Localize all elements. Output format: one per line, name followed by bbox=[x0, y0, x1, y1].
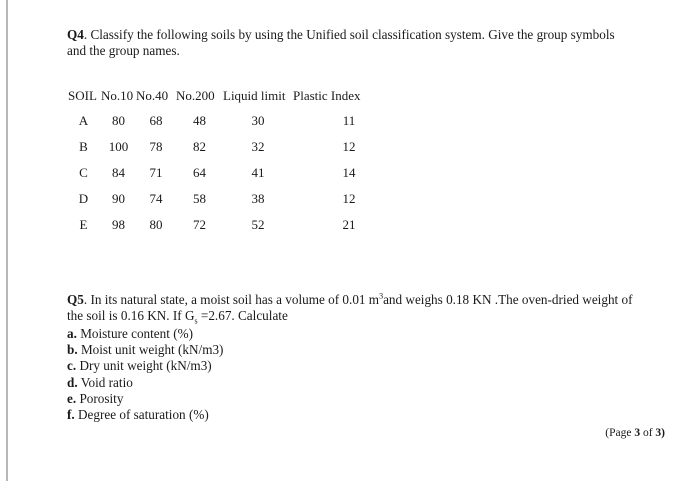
soil-label: D bbox=[78, 191, 89, 206]
item-letter: b. bbox=[67, 342, 78, 358]
soil-label: C bbox=[79, 165, 88, 180]
table-row bbox=[66, 104, 405, 134]
item-letter: f. bbox=[67, 407, 75, 423]
question-4 bbox=[67, 27, 627, 59]
cell-liquid-limit: 38 bbox=[251, 191, 265, 206]
item-text: Moist unit weight (kN/m3) bbox=[77, 342, 224, 358]
cell-liquid-limit: 32 bbox=[251, 139, 265, 154]
list-item bbox=[67, 358, 637, 374]
question-5-text-part1: . In its natural state, a moist soil has a volume of 0.01 m bbox=[83, 292, 380, 307]
soil-label: E bbox=[79, 217, 88, 232]
item-text: Dry unit weight (kN/m3) bbox=[76, 358, 212, 374]
cell-no200: 72 bbox=[193, 217, 206, 232]
cell-no10: 90 bbox=[112, 191, 125, 206]
list-item bbox=[67, 391, 637, 407]
cubic-superscript: 3 bbox=[379, 291, 384, 301]
header-plastic-index: Plastic Index bbox=[293, 88, 361, 103]
page-number bbox=[605, 427, 665, 439]
page-number-open: (Page bbox=[605, 427, 635, 439]
question-5-number: Q5 bbox=[67, 292, 84, 307]
cell-plastic-index: 12 bbox=[342, 139, 356, 154]
question-4-number: Q4 bbox=[67, 27, 84, 42]
item-letter: a. bbox=[67, 326, 77, 341]
question-5-text-part3: =2.67. Calculate bbox=[197, 308, 288, 323]
item-letter: e. bbox=[67, 390, 77, 406]
cell-no40: 68 bbox=[149, 113, 163, 128]
cell-no40: 71 bbox=[149, 165, 163, 180]
soil-label: B bbox=[79, 139, 88, 154]
question-5-text-part2: and weighs 0.18 KN .The oven-dried weight of the soil is 0.16 KN. If G bbox=[67, 292, 633, 323]
question-4-text: . Classify the following soils by using the Unified soil classification system. Give the group symbols and the group names. bbox=[67, 27, 615, 58]
item-letter: c. bbox=[67, 358, 77, 374]
question-5 bbox=[67, 292, 637, 423]
page-number-of: of bbox=[640, 427, 656, 439]
item-letter: d. bbox=[67, 374, 78, 390]
calculation-list bbox=[67, 326, 637, 423]
list-item bbox=[67, 407, 637, 423]
cell-no40: 74 bbox=[149, 191, 163, 206]
list-item bbox=[67, 375, 637, 391]
list-item bbox=[67, 342, 637, 358]
table-row bbox=[66, 212, 405, 238]
table-row bbox=[66, 134, 405, 160]
cell-no10: 98 bbox=[112, 217, 125, 232]
soil-data-table bbox=[66, 88, 405, 238]
soil-label: A bbox=[78, 113, 89, 128]
cell-no40: 80 bbox=[149, 217, 163, 232]
cell-no200: 58 bbox=[193, 191, 206, 206]
cell-liquid-limit: 30 bbox=[251, 113, 265, 128]
specific-gravity-subscript: s bbox=[194, 316, 198, 326]
item-text: Porosity bbox=[76, 390, 124, 406]
page-number-total: 3) bbox=[655, 427, 665, 439]
cell-no200: 82 bbox=[193, 139, 206, 154]
cell-liquid-limit: 52 bbox=[251, 217, 265, 232]
cell-plastic-index: 11 bbox=[342, 113, 356, 128]
page-edge-line bbox=[6, 0, 8, 481]
header-no40: No.40 bbox=[136, 88, 169, 103]
table-row bbox=[66, 186, 405, 212]
header-soil: SOIL bbox=[68, 88, 97, 103]
cell-no200: 64 bbox=[193, 165, 206, 180]
cell-no10: 80 bbox=[112, 113, 125, 128]
list-item bbox=[67, 326, 637, 342]
page-number-current: 3 bbox=[634, 427, 641, 439]
question-5-prompt bbox=[67, 292, 637, 324]
table-header-row bbox=[66, 88, 405, 104]
item-text: Void ratio bbox=[77, 374, 133, 390]
header-no10: No.10 bbox=[101, 88, 134, 103]
cell-no40: 78 bbox=[149, 139, 163, 154]
cell-no200: 48 bbox=[193, 113, 206, 128]
cell-no10: 100 bbox=[108, 139, 129, 154]
header-liquid-limit: Liquid limit bbox=[223, 88, 286, 103]
item-text: Moisture content (%) bbox=[76, 326, 193, 341]
table-row bbox=[66, 160, 405, 186]
cell-no10: 84 bbox=[112, 165, 125, 180]
cell-liquid-limit: 41 bbox=[251, 165, 265, 180]
item-text: Degree of saturation (%) bbox=[74, 407, 209, 423]
cell-plastic-index: 12 bbox=[342, 191, 356, 206]
header-no200: No.200 bbox=[176, 88, 215, 103]
cell-plastic-index: 14 bbox=[342, 165, 356, 180]
cell-plastic-index: 21 bbox=[342, 217, 356, 232]
